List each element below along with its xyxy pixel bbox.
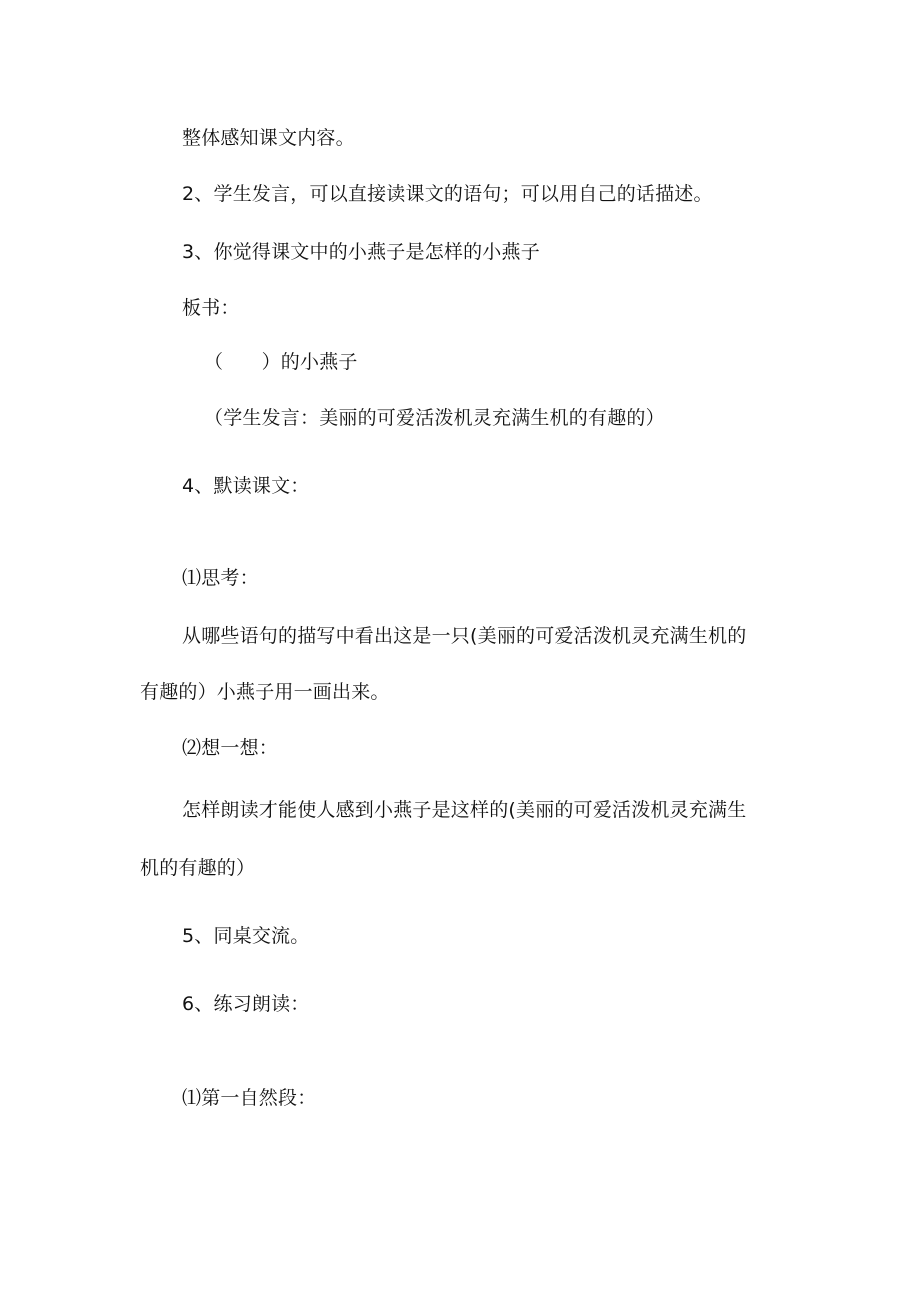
paragraph-step-4: 4、默读课文： bbox=[182, 475, 310, 497]
sub-item-first-paragraph: ⑴第一自然段： bbox=[182, 1087, 317, 1109]
paragraph-overview: 整体感知课文内容。 bbox=[182, 127, 355, 149]
consider-question-line-1: 怎样朗读才能使人感到小燕子是这样的(美丽的可爱活泼机灵充满生 bbox=[182, 799, 747, 821]
paragraph-step-2: 2、学生发言，可以直接读课文的语句；可以用自己的话描述。 bbox=[182, 183, 713, 205]
student-response-note: （学生发言：美丽的可爱活泼机灵充满生机的有趣的） bbox=[204, 407, 665, 429]
blackboard-label: 板书： bbox=[182, 297, 240, 319]
blackboard-content: （ ）的小燕子 bbox=[204, 351, 358, 373]
paragraph-step-3: 3、你觉得课文中的小燕子是怎样的小燕子 bbox=[182, 241, 540, 263]
think-question-line-2: 有趣的）小燕子用一画出来。 bbox=[140, 681, 390, 703]
think-question-line-1: 从哪些语句的描写中看出这是一只(美丽的可爱活泼机灵充满生机的 bbox=[182, 625, 747, 647]
paragraph-step-6: 6、练习朗读： bbox=[182, 993, 310, 1015]
consider-question-line-2: 机的有趣的） bbox=[140, 857, 256, 879]
paragraph-step-5: 5、同桌交流。 bbox=[182, 925, 310, 947]
sub-item-think: ⑴思考： bbox=[182, 567, 259, 589]
sub-item-consider: ⑵想一想： bbox=[182, 737, 279, 759]
